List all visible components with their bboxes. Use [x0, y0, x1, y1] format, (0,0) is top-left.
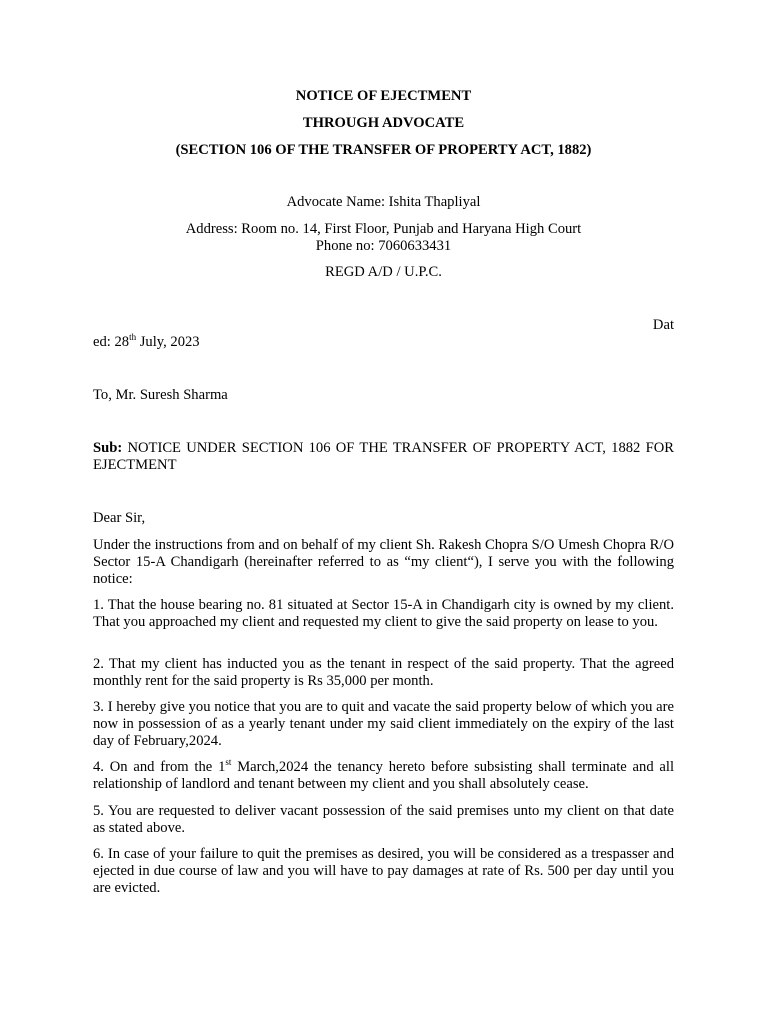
point-4-rest: March,2024 the tenancy hereto before subsisting shall terminate and all relationship of landlord and tenant between my client and you shall absolutely cease. — [93, 759, 675, 792]
date-day-suffix: th — [129, 332, 137, 343]
point-4-suffix: st — [225, 757, 232, 768]
notice-subtitle: THROUGH ADVOCATE — [302, 115, 465, 131]
date-prefix: Dat — [652, 317, 674, 333]
document-page — [93, 0, 674, 1024]
point-2: 2. That my client has inducted you as the tenant in respect of the said property. That the agreed monthly rent for the said property is Rs 35,000 per month. — [93, 656, 674, 689]
point-4 — [93, 759, 674, 793]
section-heading: (SECTION 106 OF THE TRANSFER OF PROPERTY ACT, 1882) — [175, 142, 592, 158]
point-1: 1. That the house bearing no. 81 situated at Sector 15-A in Chandigarh city is owned by my client. That you approached my client and requested my client to give the said property on lease to you. — [93, 597, 674, 630]
point-3: 3. I hereby give you notice that you are to quit and vacate the said property below of which you are now in possession of as a yearly tenant under my said client immediately on the expiry of the last day of February,2024. — [93, 699, 674, 749]
recipient-line: To, Mr. Suresh Sharma — [93, 387, 228, 403]
salutation: Dear Sir, — [93, 510, 146, 526]
date-line — [93, 334, 674, 351]
point-4-start: 4. On and from the 1 — [93, 759, 226, 775]
advocate-phone: Phone no: 7060633431 — [315, 238, 452, 254]
regd-line: REGD A/D / U.P.C. — [325, 264, 442, 280]
advocate-name: Advocate Name: Ishita Thapliyal — [286, 194, 481, 210]
notice-title: NOTICE OF EJECTMENT — [295, 88, 472, 104]
point-5: 5. You are requested to deliver vacant possession of the said premises unto my client on that date as stated above. — [93, 803, 674, 836]
subject-label: Sub: — [93, 440, 123, 456]
advocate-address: Address: Room no. 14, First Floor, Punjab and Haryana High Court — [185, 221, 582, 237]
point-6: 6. In case of your failure to quit the premises as desired, you will be considered as a trespasser and ejected in due course of law and you will have to pay damages at rate of Rs. 500 per day until you are evicted. — [93, 846, 674, 896]
intro-paragraph: Under the instructions from and on behalf of my client Sh. Rakesh Chopra S/O Umesh Chopra R/O Sector 15-A Chandigarh (hereinafter referred to as “my client“), I serve you with the following notice: — [93, 537, 674, 587]
subject-text: NOTICE UNDER SECTION 106 OF THE TRANSFER OF PROPERTY ACT, 1882 FOR EJECTMENT — [93, 440, 674, 473]
subject-line — [93, 440, 674, 474]
date-day: ed: 28 — [93, 334, 130, 350]
date-month-year: July, 2023 — [136, 334, 200, 350]
